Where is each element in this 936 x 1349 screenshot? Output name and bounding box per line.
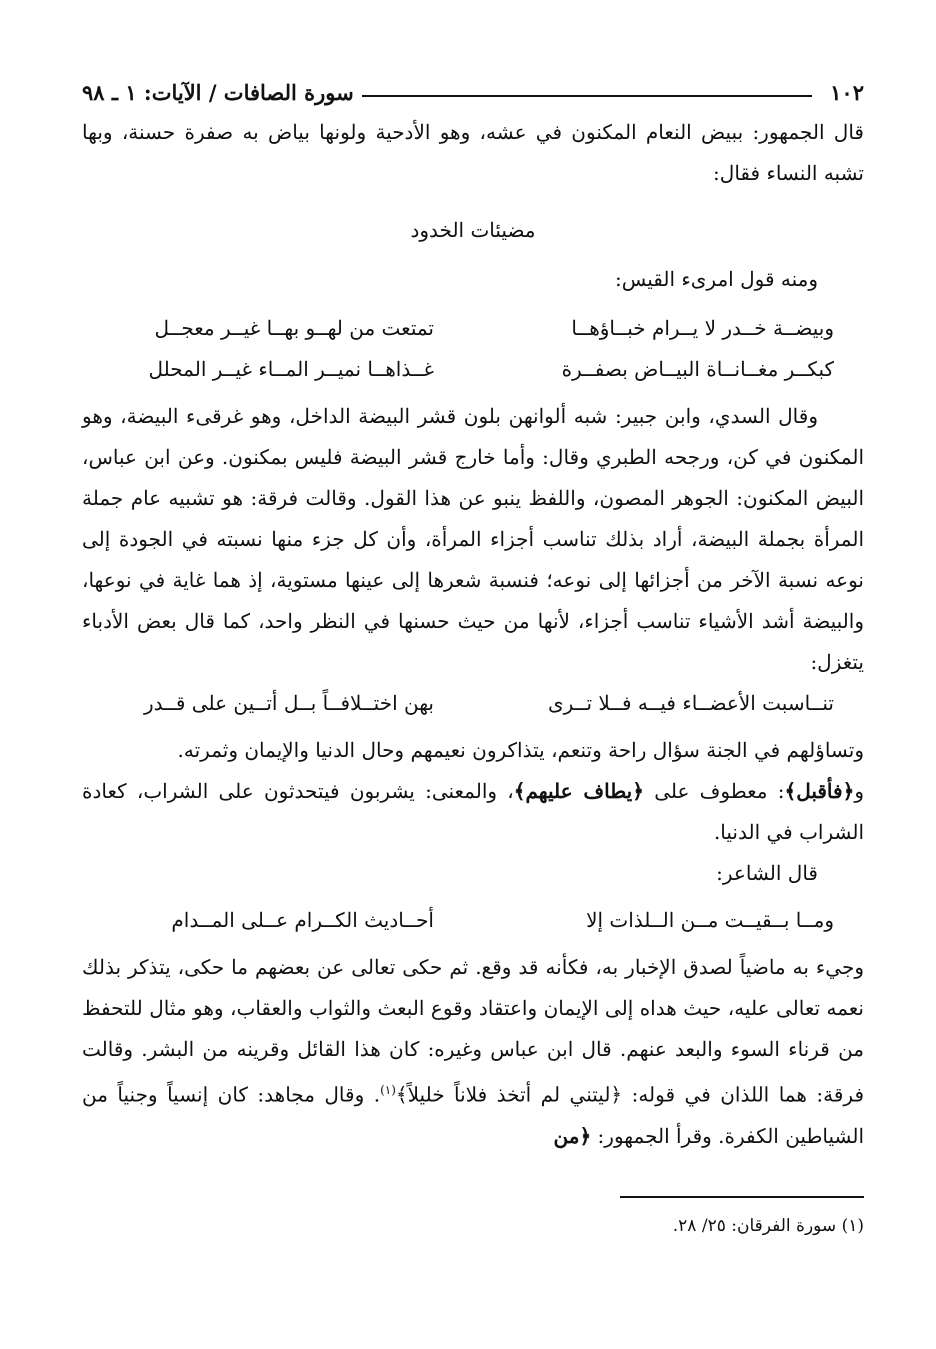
hemistich: وبيضــة خــدر لا يــرام خبــاؤهــا bbox=[571, 316, 834, 340]
text-run: وجيء به ماضياً لصدق الإخبار به، فكأنه قد وقع. ثم حكى تعالى عن بعضهم ما حكى، يتذكر بذلك نعمه تعالى عليه، حيث هداه إلى الإيمان واعتقاد وقوع البعث والثواب والعقاب، وهو مثال للتحفظ من قرناء السوء والبعد عنهم. قال ابن عباس وغيره: كان هذا القائل وقرينه من البشر. وقالت فرقة: هما اللذان في قوله: ﴿ليتني لم أتخذ فلاناً خليلاً﴾ bbox=[82, 955, 865, 1107]
paragraph: وقال السدي، وابن جبير: شبه ألوانهن بلون قشر البيضة الداخل، وهو غرقىء البيضة، وهو المكنون في كن، ورجحه الطبري وقال: وأما خارج قشر البيضة فليس بمكنون. وعن ابن عباس، البيض المكنون: الجوهر المصون، واللفظ ينبو عن هذا القول. وقالت فرقة: هو تشبيه عام جملة المرأة بجملة البيضة، أراد بذلك تناسب أجزاء المرأة، وأن كل جزء منها نسبته في الجودة إلى نوعه نسبة الآخر من أجزائها إلى نوعه؛ فنسبة شعرها إلى عينها مستوية، إذ هما غاية في نوعها، والبيضة أشد الأشياء تناسب أجزاء، لأنها من حيث حسنها في النظر واحد، كما قال بعض الأدباء يتغزل: bbox=[82, 404, 864, 674]
quran-term: ﴿يطاف عليهم﴾ bbox=[513, 779, 644, 803]
header-rule bbox=[362, 95, 812, 97]
quran-term: ﴿فأقبل﴾ bbox=[784, 779, 855, 803]
text-run: ، والمعنى: يشربون فيتحدثون على الشراب، كعادة الشراب في الدنيا. bbox=[82, 779, 864, 844]
hemistich: تمتعت من لهــو بهــا غيــر معجــل bbox=[154, 316, 434, 340]
hemistich: بهن اختــلافــاً بــل أتــين على قــدر bbox=[144, 691, 434, 715]
verse-line bbox=[82, 308, 864, 349]
hemistich: تنــاسبت الأعضــاء فيــه فــلا تــرى bbox=[548, 691, 834, 715]
text-run: . وقال مجاهد: كان إنسياً وجنياً من الشياطين الكفرة. وقرأ الجمهور: bbox=[82, 1082, 864, 1148]
hemistich: غــذاهــا نميــر المــاء غيــر المحلل bbox=[148, 357, 434, 381]
footnote-ref[interactable]: (١) bbox=[380, 1083, 396, 1097]
quran-term: ﴿من bbox=[553, 1123, 592, 1148]
paragraph: قال الجمهور: ببيض النعام المكنون في عشه، وهو الأدحية ولونها بياض به صفرة حسنة، وبها تشبه النساء فقال: bbox=[82, 120, 864, 185]
hemistich: كبكــر مغــانــاة البيــاض بصفــرة bbox=[561, 357, 834, 381]
hemistich: ومــا بــقيــت مــن الــلذات إلا bbox=[586, 908, 834, 932]
text-run: : معطوف على bbox=[643, 779, 785, 803]
footnote: (١) سورة الفرقان: ٢٥/ ٢٨. bbox=[672, 1216, 864, 1236]
text-run: و bbox=[854, 779, 864, 803]
running-title: سورة الصافات / الآيات: ١ ـ ٩٨ bbox=[82, 79, 354, 105]
paragraph: وتساؤلهم في الجنة سؤال راحة وتنعم، يتذاكرون نعيمهم وحال الدنيا والإيمان وثمرته. bbox=[177, 738, 864, 762]
paragraph bbox=[82, 771, 864, 853]
verse-line bbox=[82, 900, 864, 941]
verse-line bbox=[82, 683, 864, 724]
hemistich: أحــاديث الكــرام عــلى المــدام bbox=[171, 908, 434, 932]
poem-imru-al-qais bbox=[82, 308, 864, 390]
verse-line bbox=[82, 349, 864, 390]
paragraph: قال الشاعر: bbox=[716, 861, 818, 885]
running-header bbox=[82, 74, 864, 110]
page-body bbox=[82, 112, 864, 1157]
paragraph bbox=[82, 947, 864, 1157]
page-number: ١٠٢ bbox=[830, 79, 864, 105]
footnote-rule bbox=[620, 1196, 864, 1198]
paragraph: ومنه قول امرىء القيس: bbox=[614, 267, 818, 291]
section-heading: مضيئات الخدود bbox=[410, 218, 536, 242]
